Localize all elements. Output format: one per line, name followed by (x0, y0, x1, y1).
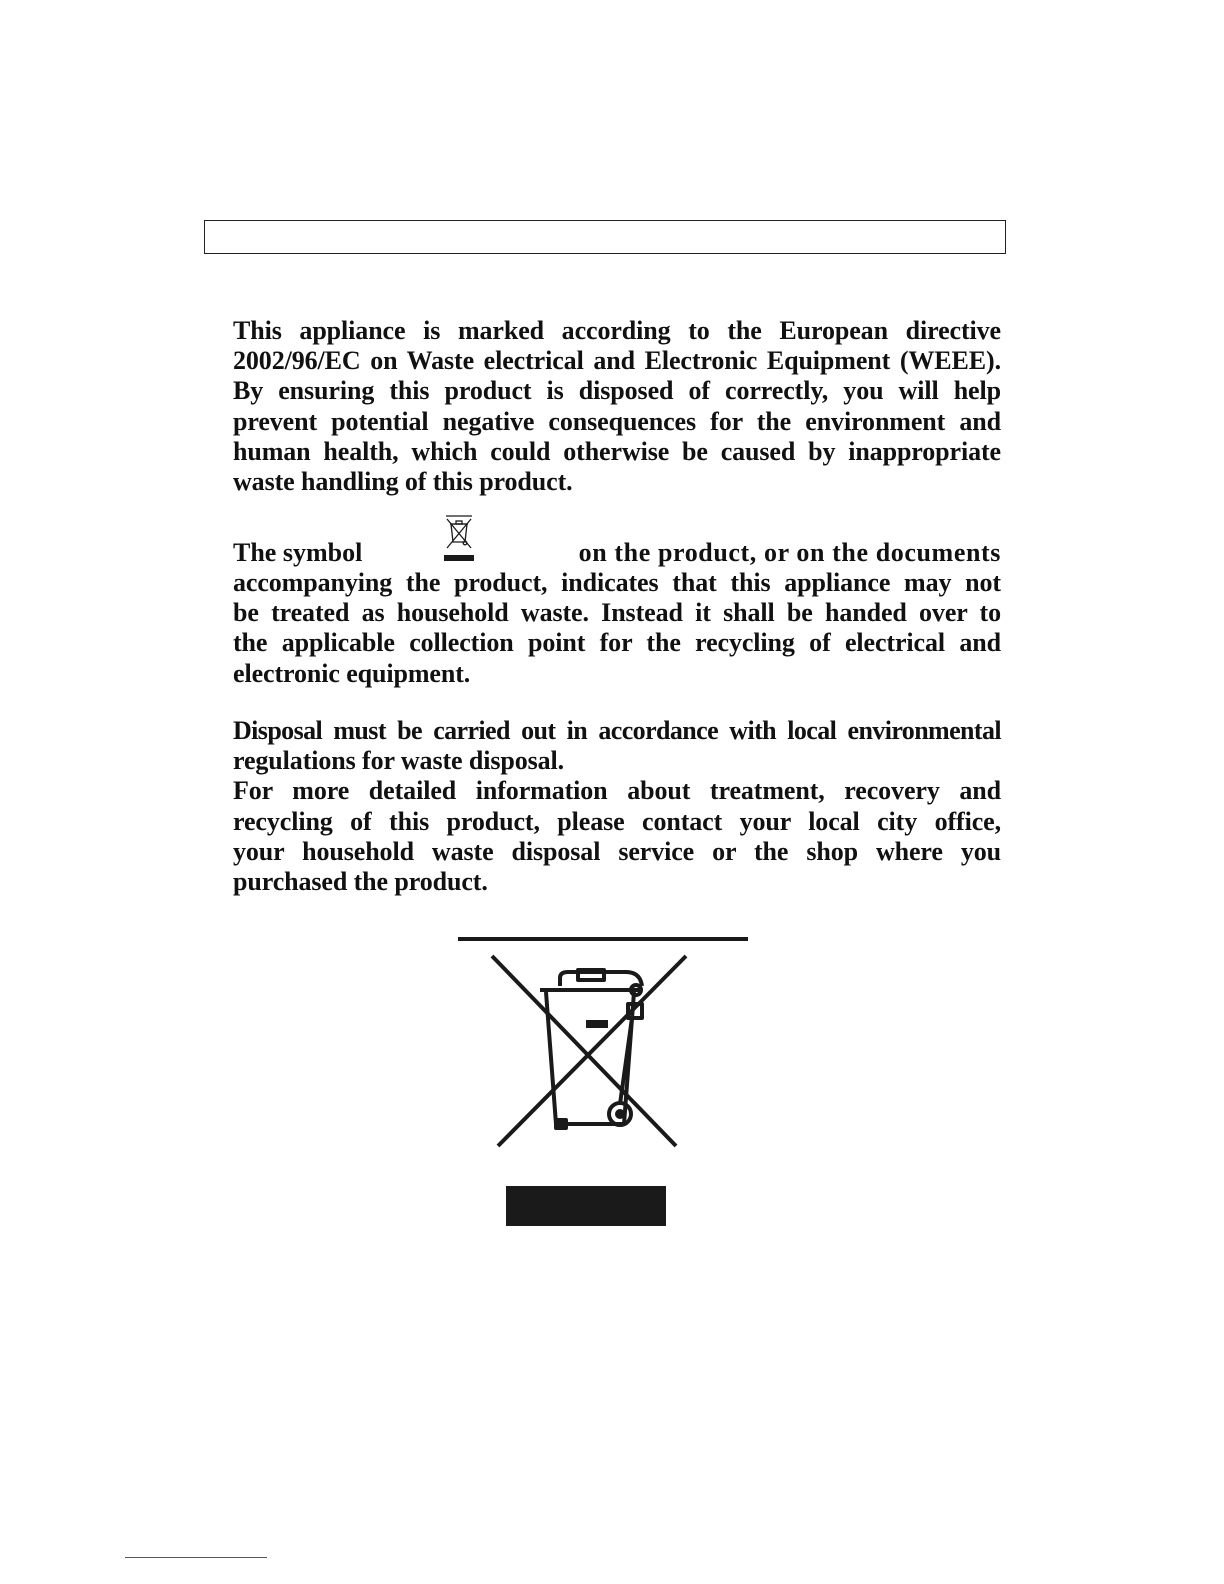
p2-line-2: accompanying the product, indicates that this appliance may not (233, 568, 1001, 597)
p2-lead-text: The symbol (233, 538, 363, 567)
p3-line-3: For more detailed information about treatment, recovery and (233, 776, 1001, 806)
p1-line-5: human health, which could otherwise be caused by inappropriate (233, 436, 1001, 466)
p2-line-5: electronic equipment. (233, 658, 471, 688)
p3-line-4: recycling of this product, please contact your local city office, (233, 806, 1001, 836)
p2-trail-text: on the product, or on the documents (578, 538, 1001, 567)
p3-line-1: Disposal must be carried out in accordance with local environmental (233, 716, 1001, 745)
weee-bin-inline-icon (441, 512, 477, 564)
weee-paragraph-1 (233, 316, 1001, 497)
p1-line-4: prevent potential negative consequences for the environment and (233, 406, 1001, 436)
p3-line-2: regulations for waste disposal. (233, 746, 565, 776)
weee-bin-large-icon (456, 934, 750, 1230)
p2-line-3: be treated as household waste. Instead it shall be handed over to (233, 598, 1001, 628)
p1-line-1: This appliance is marked according to the European directive (233, 316, 1001, 345)
header-box (204, 220, 1006, 254)
p1-line-6: waste handling of this product. (233, 467, 573, 497)
p3-line-5: your household waste disposal service or the shop where you (233, 836, 1001, 866)
p1-line-3: By ensuring this product is disposed of correctly, you will help (233, 376, 1001, 406)
p3-line-6: purchased the product. (233, 867, 488, 897)
p2-line-4: the applicable collection point for the recycling of electrical and (233, 628, 1001, 658)
p1-line-2: 2002/96/EC on Waste electrical and Electronic Equipment (WEEE). (233, 346, 1001, 376)
weee-paragraph-3 (233, 716, 1001, 897)
weee-paragraph-2 (233, 568, 1001, 689)
footnote-rule (125, 1557, 267, 1558)
